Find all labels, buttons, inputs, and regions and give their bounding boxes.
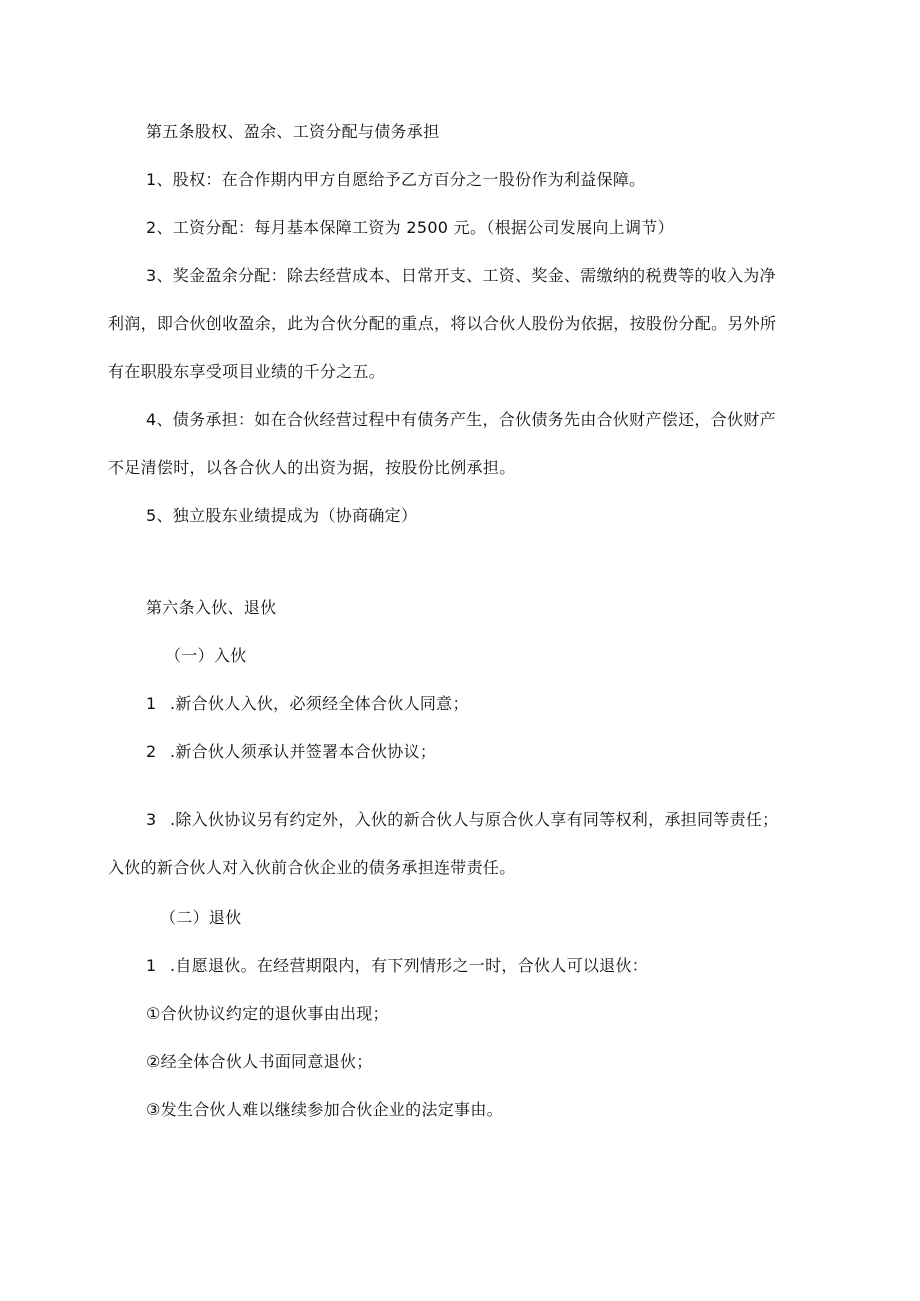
join-item-1-number: 1: [146, 694, 157, 713]
join-item-2-text: .新合伙人须承认并签署本合伙协议；: [170, 742, 437, 761]
withdraw-item-1-text: .自愿退伙。在经营期限内，有下列情形之一时，合伙人可以退伙：: [170, 956, 649, 975]
join-item-3: [146, 810, 779, 830]
join-item-2: [146, 742, 436, 762]
withdraw-item-1: [146, 956, 648, 976]
article5-paragraph-3-line-3: 有在职股东享受项目业绩的千分之五。: [108, 362, 386, 381]
withdraw-section-heading: （二）退伙: [160, 908, 242, 927]
join-item-3-number: 3: [146, 810, 157, 829]
withdraw-sub-item-2: ②经全体合伙人书面同意退伙；: [146, 1052, 373, 1071]
withdraw-sub-item-1: ①合伙协议约定的退伙事由出现；: [146, 1004, 389, 1023]
join-item-2-number: 2: [146, 742, 157, 761]
article5-paragraph-4-line-2: 不足清偿时，以各合伙人的出资为据，按股份比例承担。: [108, 458, 516, 477]
article5-paragraph-1: 1、股权：在合作期内甲方自愿给予乙方百分之一股份作为利益保障。: [146, 170, 646, 189]
article5-paragraph-3-line-2: 利润，即合伙创收盈余，此为合伙分配的重点，将以合伙人股份为依据，按股份分配。另外所: [108, 314, 777, 333]
join-item-3-text: .除入伙协议另有约定外，入伙的新合伙人与原合伙人享有同等权利，承担同等责任；: [170, 810, 779, 829]
article5-paragraph-5: 5、独立股东业绩提成为（协商确定）: [146, 506, 418, 525]
join-section-heading: （一）入伙: [165, 646, 247, 665]
withdraw-sub-item-3: ③发生合伙人难以继续参加合伙企业的法定事由。: [146, 1100, 503, 1119]
join-item-1: [146, 694, 469, 714]
article5-paragraph-4-line-1: 4、债务承担：如在合伙经营过程中有债务产生，合伙债务先由合伙财产偿还，合伙财产: [146, 410, 776, 429]
join-item-1-text: .新合伙人入伙，必须经全体合伙人同意；: [170, 694, 469, 713]
join-item-3-continuation: 入伙的新合伙人对入伙前合伙企业的债务承担连带责任。: [108, 858, 516, 877]
article5-paragraph-2: 2、工资分配：每月基本保障工资为 2500 元。（根据公司发展向上调节）: [146, 218, 674, 237]
article6-title: 第六条入伙、退伙: [146, 598, 277, 617]
article5-paragraph-3-line-1: 3、奖金盈余分配：除去经营成本、日常开支、工资、奖金、需缴纳的税费等的收入为净: [146, 266, 776, 285]
article5-title: 第五条股权、盈余、工资分配与债务承担: [146, 122, 440, 141]
withdraw-item-1-number: 1: [146, 956, 157, 975]
